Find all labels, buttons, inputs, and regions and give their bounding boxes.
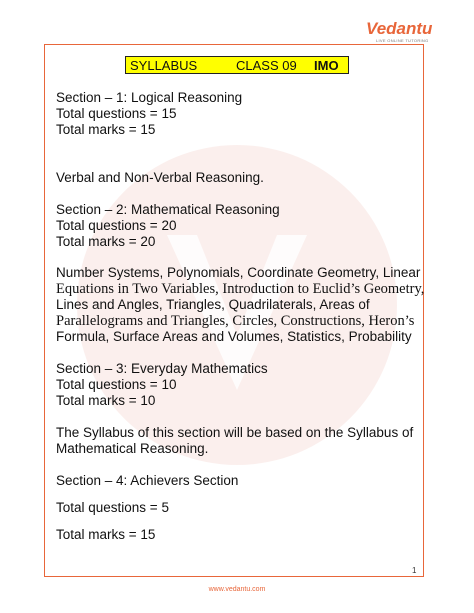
page-number: 1 xyxy=(412,566,417,575)
section-3-heading: Section – 3: Everyday Mathematics xyxy=(56,361,268,376)
exam-label: IMO xyxy=(314,58,339,73)
section-3-marks: Total marks = 10 xyxy=(56,393,156,408)
footer-url[interactable]: www.vedantu.com xyxy=(208,586,266,593)
syllabus-label: SYLLABUS xyxy=(130,58,198,73)
syllabus-title-bar xyxy=(125,56,349,74)
section-1-questions: Total questions = 15 xyxy=(56,106,177,121)
logo-text: Vedantu xyxy=(366,19,433,38)
section-3-questions: Total questions = 10 xyxy=(56,377,177,392)
section-2-topics-line-5: Formula, Surface Areas and Volumes, Statistics, Probability xyxy=(56,329,412,344)
section-2-topics-line-3: Lines and Angles, Triangles, Quadrilaterals, Areas of xyxy=(56,297,370,312)
section-2-questions: Total questions = 20 xyxy=(56,218,177,233)
logo-tagline: LIVE ONLINE TUTORING xyxy=(376,38,429,43)
section-2-marks: Total marks = 20 xyxy=(56,234,156,249)
section-4-heading: Section – 4: Achievers Section xyxy=(56,473,239,488)
class-label: CLASS 09 xyxy=(236,58,297,73)
section-3-note-line-2: Mathematical Reasoning. xyxy=(56,441,209,456)
section-2-topics-line-1: Number Systems, Polynomials, Coordinate Geometry, Linear xyxy=(56,265,421,280)
section-2-heading: Section – 2: Mathematical Reasoning xyxy=(56,202,280,217)
section-1-marks: Total marks = 15 xyxy=(56,122,156,137)
section-3-note-line-1: The Syllabus of this section will be based on the Syllabus of xyxy=(56,425,414,440)
section-1-heading: Section – 1: Logical Reasoning xyxy=(56,90,243,105)
section-4-marks: Total marks = 15 xyxy=(56,527,156,542)
section-4-questions: Total questions = 5 xyxy=(56,500,169,515)
section-1-topics: Verbal and Non-Verbal Reasoning. xyxy=(56,170,264,185)
section-2-topics-line-2: Equations in Two Variables, Introduction to Euclid’s Geometry, xyxy=(56,281,425,297)
section-2-topics-line-4: Parallelograms and Triangles, Circles, Constructions, Heron’s xyxy=(56,313,415,329)
